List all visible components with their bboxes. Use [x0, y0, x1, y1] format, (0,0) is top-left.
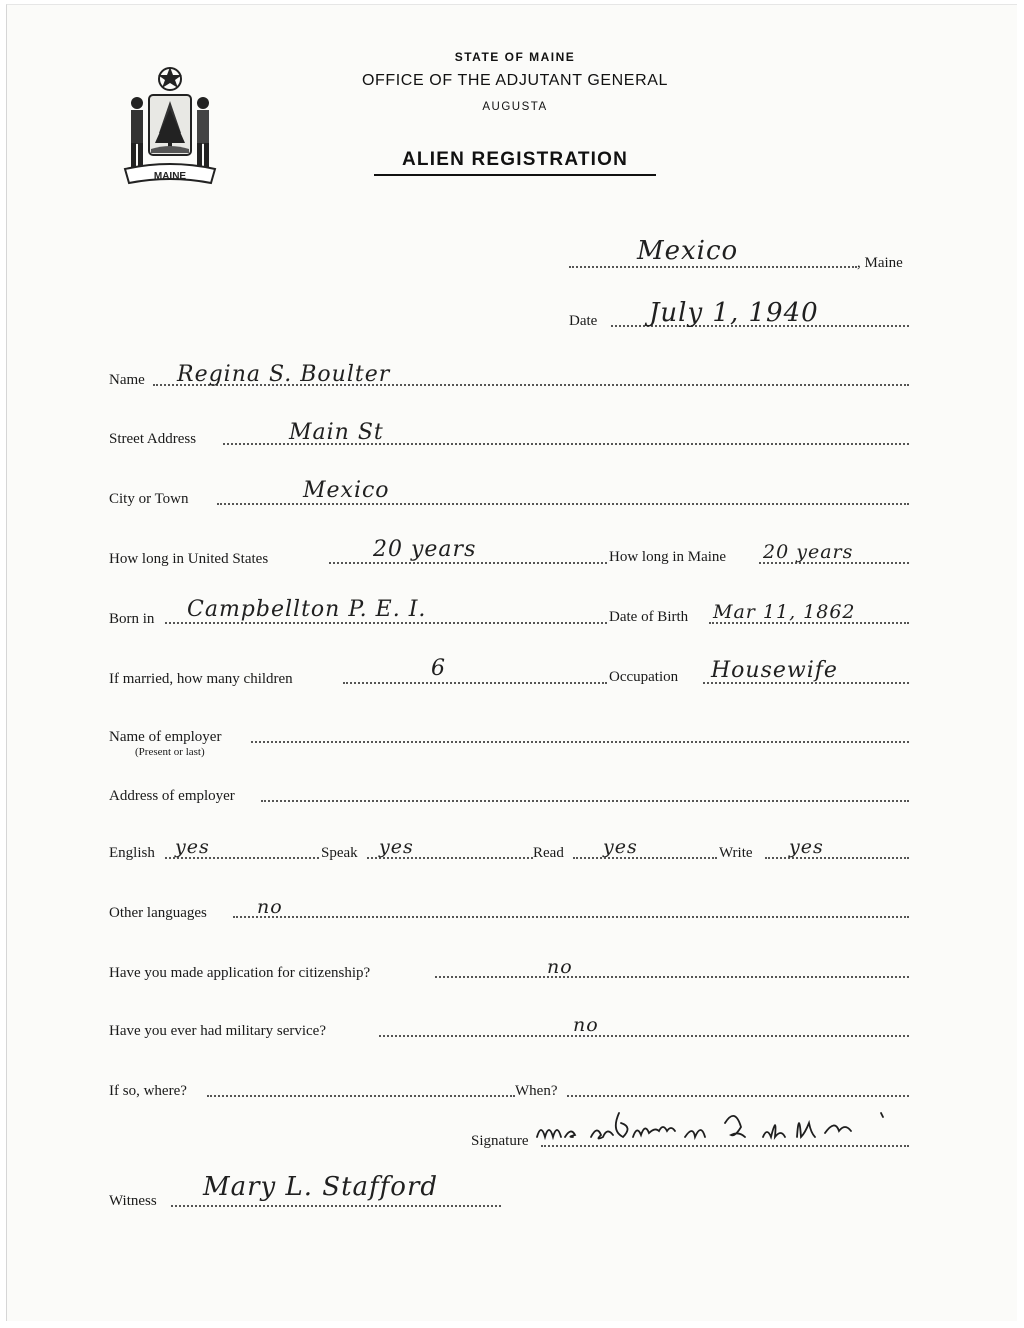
english-value: yes [175, 836, 210, 858]
military-value: no [573, 1014, 599, 1036]
where-label: If so, where? [109, 1083, 187, 1099]
header-city: AUGUSTA [482, 101, 548, 113]
citizenship-value: no [547, 956, 573, 978]
maine-duration-label: How long in Maine [609, 549, 727, 565]
born-line [165, 622, 607, 624]
header-state: STATE OF MAINE [454, 50, 576, 64]
signature-image [535, 1103, 911, 1149]
dob-value: Mar 11, 1862 [713, 601, 856, 623]
employer-line [251, 741, 909, 743]
speak-label: Speak [321, 845, 358, 861]
born-value: Campbellton P. E. I. [187, 597, 427, 622]
name-label: Name [109, 372, 145, 388]
children-value: 6 [431, 656, 446, 681]
occupation-label: Occupation [609, 669, 679, 685]
where-line [207, 1095, 515, 1097]
form-title: ALIEN REGISTRATION [401, 149, 629, 170]
employer-note: (Present or last) [135, 746, 205, 758]
name-value: Regina S. Boulter [177, 362, 391, 387]
signature-label: Signature [471, 1133, 529, 1149]
write-value: yes [789, 836, 824, 858]
title-underline [374, 174, 656, 176]
occupation-value: Housewife [711, 658, 838, 683]
military-label: Have you ever had military service? [109, 1023, 326, 1039]
write-label: Write [719, 845, 753, 861]
read-line [573, 857, 717, 859]
header-office: OFFICE OF THE ADJUTANT GENERAL [361, 72, 669, 89]
other-languages-label: Other languages [109, 905, 207, 921]
location-suffix: , Maine [857, 255, 903, 271]
seal-banner-text: MAINE [153, 171, 187, 182]
speak-value: yes [379, 836, 414, 858]
employer-label: Name of employer [109, 729, 222, 745]
born-label: Born in [109, 611, 155, 627]
when-line [567, 1095, 909, 1097]
english-label: English [109, 845, 155, 861]
us-duration-label: How long in United States [109, 551, 269, 567]
write-line [765, 857, 909, 859]
street-label: Street Address [109, 431, 197, 447]
registration-form [6, 4, 1017, 1321]
employer-address-line [261, 800, 909, 802]
military-line [379, 1035, 909, 1037]
other-languages-line [233, 916, 909, 918]
city-line [217, 503, 909, 505]
read-label: Read [533, 845, 564, 861]
dob-label: Date of Birth [609, 609, 689, 625]
witness-line [171, 1205, 501, 1207]
citizenship-line [435, 976, 909, 978]
other-languages-value: no [257, 896, 283, 918]
children-label: If married, how many children [109, 671, 293, 687]
citizenship-label: Have you made application for citizenship? [109, 965, 371, 981]
witness-value: Mary L. Stafford [203, 1172, 439, 1202]
when-label: When? [515, 1083, 558, 1099]
read-value: yes [603, 836, 638, 858]
maine-seal-icon [115, 63, 225, 193]
us-duration-value: 20 years [373, 537, 477, 562]
location-value: Mexico [637, 236, 739, 266]
maine-duration-value: 20 years [763, 541, 854, 563]
city-label: City or Town [109, 491, 189, 507]
date-value: July 1, 1940 [649, 298, 819, 328]
street-value: Main St [289, 420, 384, 445]
location-line [569, 266, 857, 268]
us-duration-line [329, 562, 607, 564]
date-label: Date [569, 313, 598, 329]
witness-label: Witness [109, 1193, 157, 1209]
employer-address-label: Address of employer [109, 788, 235, 804]
city-value: Mexico [303, 478, 390, 503]
children-line [343, 682, 607, 684]
